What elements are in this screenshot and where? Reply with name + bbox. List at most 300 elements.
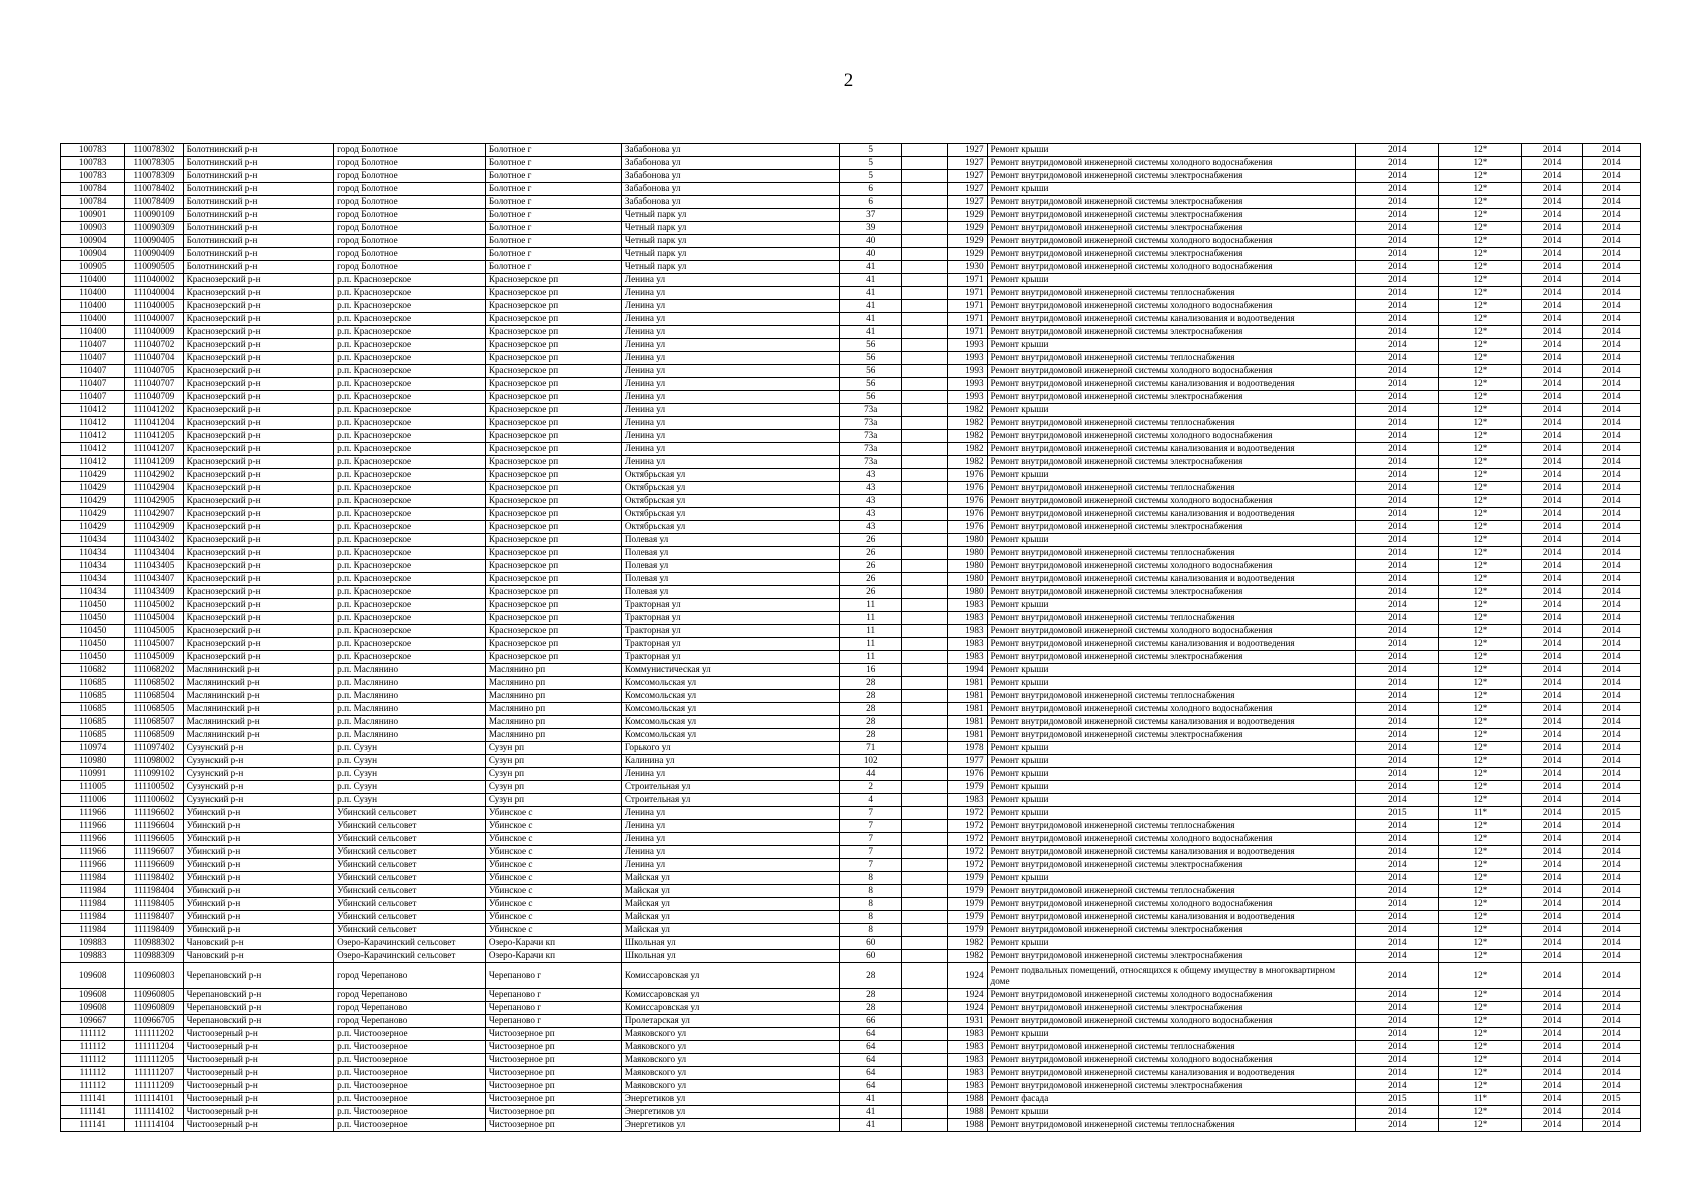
cell-street: Ленина ул [621,378,839,391]
table-row [61,235,1641,248]
cell-municipality: р.п. Краснозерское [334,599,486,612]
cell-work-type: Ремонт крыши [987,794,1356,807]
cell-house-number: 7 [840,846,902,859]
cell-building-letter [902,274,948,287]
cell-end-year: 2014 [1582,391,1640,404]
cell-municipality: р.п. Чистоозерное [334,1028,486,1041]
cell-plan-year: 2014 [1356,404,1439,417]
table-row [61,677,1641,690]
cell-building-letter [902,729,948,742]
cell-locality: Сузун рп [485,755,621,768]
cell-building-letter [902,391,948,404]
cell-plan-year: 2014 [1356,365,1439,378]
cell-house-number: 73а [840,456,902,469]
cell-work-type: Ремонт внутридомовой инженерной системы теплоснабжения [987,690,1356,703]
cell-street: Маяковского ул [621,1080,839,1093]
cell-street: Тракторная ул [621,599,839,612]
cell-work-type: Ремонт внутридомовой инженерной системы электроснабжения [987,1002,1356,1015]
cell-building-letter [902,1028,948,1041]
cell-work-id: 111111207 [125,1067,183,1080]
cell-year-built: 1971 [948,313,987,326]
cell-work-type: Ремонт крыши [987,183,1356,196]
cell-building-id: 111966 [61,846,125,859]
cell-building-letter [902,300,948,313]
cell-street: Калинина ул [621,755,839,768]
cell-street: Комсомольская ул [621,716,839,729]
cell-plan-year: 2014 [1356,378,1439,391]
cell-year-built: 1927 [948,183,987,196]
cell-start-year: 2014 [1522,703,1582,716]
cell-street: Четный парк ул [621,209,839,222]
table-row [61,170,1641,183]
cell-start-year: 2014 [1522,534,1582,547]
cell-work-type: Ремонт крыши [987,599,1356,612]
cell-start-year: 2014 [1522,781,1582,794]
cell-street: Ленина ул [621,352,839,365]
cell-municipality: город Болотное [334,196,486,209]
cell-work-id: 111041205 [125,430,183,443]
cell-municipality: р.п. Сузун [334,755,486,768]
cell-building-letter [902,1093,948,1106]
cell-district: Убинский р-н [183,859,334,872]
cell-months: 12* [1439,911,1522,924]
cell-work-type: Ремонт внутридомовой инженерной системы канализования и водоотведения [987,313,1356,326]
cell-work-type: Ремонт внутридомовой инженерной системы электроснабжения [987,326,1356,339]
cell-year-built: 1982 [948,417,987,430]
cell-locality: Болотное г [485,170,621,183]
cell-street: Маяковского ул [621,1041,839,1054]
cell-municipality: город Болотное [334,209,486,222]
cell-house-number: 64 [840,1067,902,1080]
cell-municipality: р.п. Краснозерское [334,300,486,313]
cell-building-id: 110407 [61,391,125,404]
cell-street: Октябрьская ул [621,521,839,534]
cell-plan-year: 2014 [1356,274,1439,287]
cell-months: 12* [1439,417,1522,430]
cell-district: Краснозерский р-н [183,417,334,430]
cell-building-letter [902,326,948,339]
cell-municipality: Убинский сельсовет [334,911,486,924]
cell-year-built: 1927 [948,144,987,157]
cell-start-year: 2014 [1522,1028,1582,1041]
cell-locality: Убинское с [485,872,621,885]
cell-work-type: Ремонт внутридомовой инженерной системы канализования и водоотведения [987,716,1356,729]
cell-start-year: 2014 [1522,222,1582,235]
cell-months: 12* [1439,872,1522,885]
cell-building-id: 111005 [61,781,125,794]
cell-plan-year: 2014 [1356,1028,1439,1041]
cell-street: Ленина ул [621,820,839,833]
cell-locality: Краснозерское рп [485,339,621,352]
cell-plan-year: 2014 [1356,196,1439,209]
cell-municipality: Убинский сельсовет [334,820,486,833]
cell-locality: Болотное г [485,157,621,170]
cell-district: Краснозерский р-н [183,300,334,313]
cell-plan-year: 2014 [1356,157,1439,170]
cell-district: Маслянинский р-н [183,716,334,729]
cell-district: Болотнинский р-н [183,261,334,274]
cell-year-built: 1929 [948,209,987,222]
cell-district: Чистоозерный р-н [183,1080,334,1093]
cell-building-letter [902,716,948,729]
table-row [61,222,1641,235]
cell-year-built: 1981 [948,677,987,690]
cell-end-year: 2014 [1582,781,1640,794]
cell-start-year: 2014 [1522,248,1582,261]
cell-locality: Чистоозерное рп [485,1106,621,1119]
cell-district: Убинский р-н [183,872,334,885]
cell-plan-year: 2014 [1356,183,1439,196]
cell-street: Ленина ул [621,430,839,443]
cell-plan-year: 2014 [1356,339,1439,352]
cell-work-id: 111111205 [125,1054,183,1067]
cell-building-letter [902,820,948,833]
cell-building-id: 110429 [61,495,125,508]
cell-building-letter [902,898,948,911]
cell-work-id: 111042902 [125,469,183,482]
cell-building-letter [902,313,948,326]
cell-start-year: 2014 [1522,677,1582,690]
cell-months: 12* [1439,1002,1522,1015]
cell-locality: Сузун рп [485,742,621,755]
cell-year-built: 1993 [948,365,987,378]
cell-end-year: 2014 [1582,222,1640,235]
cell-end-year: 2014 [1582,937,1640,950]
cell-plan-year: 2014 [1356,300,1439,313]
cell-building-id: 110400 [61,313,125,326]
cell-building-letter [902,963,948,989]
cell-building-id: 111112 [61,1080,125,1093]
cell-start-year: 2014 [1522,950,1582,963]
table-row [61,404,1641,417]
cell-plan-year: 2014 [1356,1054,1439,1067]
cell-locality: Убинское с [485,846,621,859]
cell-work-id: 111068505 [125,703,183,716]
cell-start-year: 2014 [1522,170,1582,183]
table-row [61,300,1641,313]
table-row [61,508,1641,521]
cell-start-year: 2014 [1522,911,1582,924]
cell-district: Сузунский р-н [183,781,334,794]
cell-work-type: Ремонт внутридомовой инженерной системы канализования и водоотведения [987,443,1356,456]
cell-plan-year: 2014 [1356,287,1439,300]
cell-building-id: 111984 [61,924,125,937]
cell-work-type: Ремонт крыши [987,768,1356,781]
cell-work-id: 111040704 [125,352,183,365]
cell-work-id: 111042905 [125,495,183,508]
cell-house-number: 8 [840,885,902,898]
cell-year-built: 1981 [948,716,987,729]
cell-year-built: 1972 [948,820,987,833]
cell-plan-year: 2014 [1356,625,1439,638]
cell-street: Ленина ул [621,391,839,404]
cell-year-built: 1930 [948,261,987,274]
cell-work-type: Ремонт внутридомовой инженерной системы электроснабжения [987,521,1356,534]
cell-house-number: 16 [840,664,902,677]
cell-work-id: 110078302 [125,144,183,157]
cell-months: 12* [1439,612,1522,625]
cell-work-id: 111042904 [125,482,183,495]
cell-start-year: 2014 [1522,885,1582,898]
cell-months: 12* [1439,339,1522,352]
cell-district: Краснозерский р-н [183,313,334,326]
cell-municipality: город Черепаново [334,1015,486,1028]
cell-months: 12* [1439,859,1522,872]
cell-street: Коммунистическая ул [621,664,839,677]
cell-work-type: Ремонт крыши [987,274,1356,287]
cell-house-number: 26 [840,586,902,599]
cell-end-year: 2014 [1582,638,1640,651]
cell-year-built: 1983 [948,1067,987,1080]
cell-work-type: Ремонт крыши [987,937,1356,950]
cell-start-year: 2014 [1522,729,1582,742]
cell-district: Сузунский р-н [183,755,334,768]
cell-building-letter [902,235,948,248]
cell-work-type: Ремонт внутридомовой инженерной системы электроснабжения [987,950,1356,963]
cell-start-year: 2014 [1522,560,1582,573]
cell-year-built: 1983 [948,1054,987,1067]
cell-house-number: 11 [840,625,902,638]
cell-locality: Черепаново г [485,989,621,1002]
cell-start-year: 2014 [1522,508,1582,521]
cell-start-year: 2014 [1522,937,1582,950]
cell-locality: Краснозерское рп [485,430,621,443]
cell-street: Забабонова ул [621,196,839,209]
cell-house-number: 64 [840,1028,902,1041]
cell-end-year: 2014 [1582,742,1640,755]
cell-municipality: р.п. Краснозерское [334,456,486,469]
cell-work-type: Ремонт внутридомовой инженерной системы холодного водоснабжения [987,989,1356,1002]
cell-municipality: р.п. Краснозерское [334,612,486,625]
cell-house-number: 41 [840,1093,902,1106]
cell-building-letter [902,560,948,573]
cell-building-id: 111141 [61,1106,125,1119]
cell-locality: Озеро-Карачи кп [485,937,621,950]
cell-house-number: 41 [840,274,902,287]
cell-locality: Озеро-Карачи кп [485,950,621,963]
table-row [61,755,1641,768]
cell-street: Майская ул [621,885,839,898]
cell-months: 12* [1439,196,1522,209]
cell-house-number: 40 [840,248,902,261]
cell-street: Ленина ул [621,404,839,417]
cell-street: Горького ул [621,742,839,755]
cell-months: 12* [1439,521,1522,534]
cell-street: Ленина ул [621,365,839,378]
cell-months: 12* [1439,677,1522,690]
cell-work-type: Ремонт внутридомовой инженерной системы электроснабжения [987,248,1356,261]
cell-locality: Чистоозерное рп [485,1119,621,1132]
cell-building-id: 110407 [61,365,125,378]
cell-months: 12* [1439,716,1522,729]
cell-building-id: 110412 [61,456,125,469]
table-row [61,248,1641,261]
cell-plan-year: 2014 [1356,144,1439,157]
cell-building-letter [902,755,948,768]
cell-start-year: 2014 [1522,794,1582,807]
cell-locality: Краснозерское рп [485,547,621,560]
cell-district: Краснозерский р-н [183,482,334,495]
cell-building-letter [902,664,948,677]
cell-work-type: Ремонт внутридомовой инженерной системы канализования и водоотведения [987,638,1356,651]
cell-work-id: 110078309 [125,170,183,183]
registry-body [61,144,1641,1132]
cell-year-built: 1931 [948,1015,987,1028]
cell-municipality: р.п. Чистоозерное [334,1093,486,1106]
cell-months: 12* [1439,989,1522,1002]
table-row [61,690,1641,703]
cell-locality: Краснозерское рп [485,586,621,599]
cell-plan-year: 2014 [1356,937,1439,950]
cell-start-year: 2014 [1522,430,1582,443]
cell-end-year: 2014 [1582,677,1640,690]
cell-municipality: Убинский сельсовет [334,807,486,820]
cell-plan-year: 2014 [1356,482,1439,495]
cell-building-letter [902,1119,948,1132]
cell-district: Чистоозерный р-н [183,1106,334,1119]
cell-months: 11* [1439,1093,1522,1106]
cell-district: Краснозерский р-н [183,625,334,638]
cell-house-number: 8 [840,872,902,885]
cell-months: 12* [1439,1054,1522,1067]
cell-building-letter [902,573,948,586]
cell-start-year: 2014 [1522,1106,1582,1119]
cell-end-year: 2014 [1582,443,1640,456]
cell-start-year: 2014 [1522,1093,1582,1106]
cell-year-built: 1972 [948,807,987,820]
cell-end-year: 2014 [1582,157,1640,170]
cell-plan-year: 2014 [1356,859,1439,872]
cell-work-id: 111198404 [125,885,183,898]
cell-plan-year: 2014 [1356,430,1439,443]
table-row [61,326,1641,339]
cell-municipality: Озеро-Карачинский сельсовет [334,937,486,950]
cell-work-id: 111040002 [125,274,183,287]
cell-district: Чановский р-н [183,937,334,950]
cell-locality: Краснозерское рп [485,534,621,547]
cell-municipality: р.п. Краснозерское [334,508,486,521]
cell-street: Ленина ул [621,274,839,287]
cell-plan-year: 2014 [1356,677,1439,690]
cell-street: Забабонова ул [621,183,839,196]
cell-start-year: 2014 [1522,872,1582,885]
table-row [61,1106,1641,1119]
cell-building-id: 110412 [61,404,125,417]
cell-building-id: 110407 [61,339,125,352]
cell-work-id: 111196604 [125,820,183,833]
cell-street: Четный парк ул [621,222,839,235]
cell-district: Убинский р-н [183,911,334,924]
cell-house-number: 5 [840,144,902,157]
cell-district: Убинский р-н [183,924,334,937]
cell-municipality: Убинский сельсовет [334,833,486,846]
cell-street: Комиссаровская ул [621,1002,839,1015]
cell-work-id: 111040705 [125,365,183,378]
cell-district: Краснозерский р-н [183,638,334,651]
cell-house-number: 44 [840,768,902,781]
cell-plan-year: 2014 [1356,833,1439,846]
cell-locality: Убинское с [485,820,621,833]
cell-district: Краснозерский р-н [183,586,334,599]
cell-municipality: р.п. Краснозерское [334,521,486,534]
cell-municipality: город Болотное [334,157,486,170]
cell-street: Ленина ул [621,287,839,300]
cell-municipality: Убинский сельсовет [334,885,486,898]
cell-work-id: 111045009 [125,651,183,664]
cell-year-built: 1976 [948,508,987,521]
cell-building-letter [902,521,948,534]
cell-locality: Убинское с [485,807,621,820]
cell-work-id: 111097402 [125,742,183,755]
table-row [61,196,1641,209]
cell-district: Краснозерский р-н [183,560,334,573]
cell-months: 12* [1439,404,1522,417]
cell-house-number: 60 [840,937,902,950]
cell-end-year: 2014 [1582,365,1640,378]
cell-house-number: 43 [840,521,902,534]
cell-work-id: 111041207 [125,443,183,456]
cell-work-id: 111114101 [125,1093,183,1106]
cell-municipality: р.п. Краснозерское [334,417,486,430]
cell-months: 12* [1439,300,1522,313]
cell-locality: Краснозерское рп [485,443,621,456]
cell-work-id: 110960809 [125,1002,183,1015]
cell-months: 12* [1439,885,1522,898]
cell-municipality: р.п. Краснозерское [334,274,486,287]
cell-locality: Болотное г [485,235,621,248]
cell-district: Краснозерский р-н [183,508,334,521]
cell-months: 12* [1439,1067,1522,1080]
cell-building-letter [902,209,948,222]
cell-house-number: 73а [840,430,902,443]
cell-building-letter [902,768,948,781]
cell-house-number: 28 [840,690,902,703]
table-row [61,911,1641,924]
cell-plan-year: 2014 [1356,755,1439,768]
cell-municipality: р.п. Краснозерское [334,495,486,508]
cell-house-number: 102 [840,755,902,768]
cell-end-year: 2014 [1582,833,1640,846]
cell-work-id: 111099102 [125,768,183,781]
cell-district: Черепановский р-н [183,1002,334,1015]
cell-months: 12* [1439,1041,1522,1054]
cell-house-number: 7 [840,820,902,833]
cell-building-letter [902,365,948,378]
cell-start-year: 2014 [1522,235,1582,248]
table-row [61,807,1641,820]
cell-locality: Убинское с [485,924,621,937]
cell-locality: Маслянино рп [485,703,621,716]
cell-building-id: 111112 [61,1041,125,1054]
cell-street: Школьная ул [621,937,839,950]
cell-work-type: Ремонт внутридомовой инженерной системы теплоснабжения [987,1119,1356,1132]
cell-locality: Убинское с [485,859,621,872]
cell-locality: Болотное г [485,209,621,222]
cell-start-year: 2014 [1522,846,1582,859]
cell-house-number: 28 [840,1002,902,1015]
cell-building-id: 109883 [61,937,125,950]
cell-building-id: 100783 [61,157,125,170]
cell-locality: Краснозерское рп [485,573,621,586]
table-row [61,157,1641,170]
cell-plan-year: 2014 [1356,781,1439,794]
cell-municipality: р.п. Сузун [334,768,486,781]
table-row [61,573,1641,586]
cell-work-id: 111043407 [125,573,183,586]
cell-end-year: 2014 [1582,417,1640,430]
cell-work-id: 110090505 [125,261,183,274]
cell-municipality: р.п. Краснозерское [334,586,486,599]
